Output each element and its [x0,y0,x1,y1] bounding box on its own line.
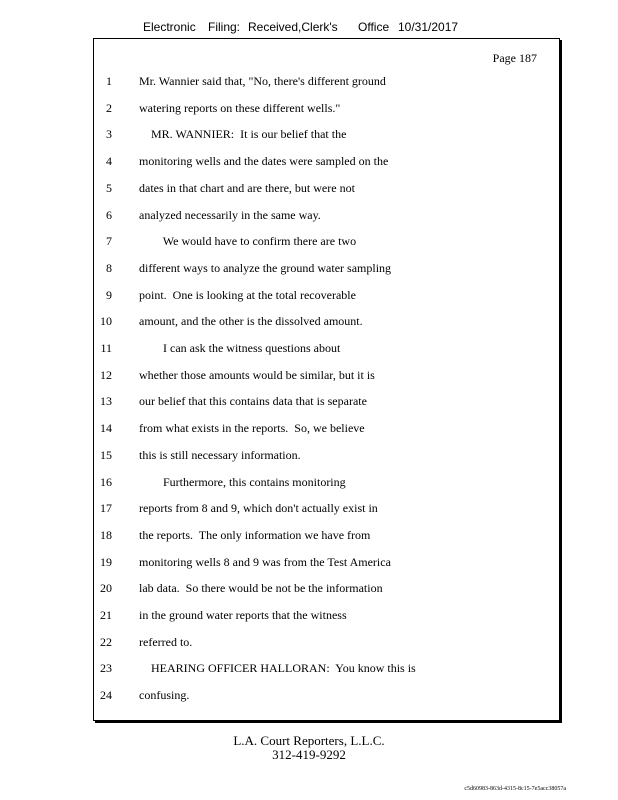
filing-date: 10/31/2017 [398,20,459,34]
line-text: analyzed necessarily in the same way. [139,207,321,222]
transcript-line [94,608,559,626]
line-text: dates in that chart and are there, but were not [139,180,355,195]
line-number: 5 [106,180,112,195]
line-text: lab data. So there would be not be the information [139,581,383,596]
footer-phone: 312-419-9292 [272,747,346,762]
line-number: 19 [100,554,112,569]
line-text: I can ask the witness questions about [139,341,341,355]
filing-received: Received,Clerk's [248,20,338,34]
line-text: our belief that this contains data that is separate [139,394,367,409]
line-number: 11 [100,341,112,355]
transcript-line [94,341,559,359]
line-number: 20 [100,581,112,596]
transcript-line [94,394,559,412]
line-text: amount, and the other is the dissolved amount. [139,314,363,329]
transcript-line [94,421,559,439]
line-text: in the ground water reports that the witness [139,608,347,622]
footer-company: L.A. Court Reporters, L.L.C. [233,733,385,748]
line-number: 4 [106,154,112,169]
transcript-line [94,101,559,119]
line-text: MR. WANNIER: It is our belief that the [139,127,347,142]
transcript-line [94,74,559,92]
line-number: 15 [100,447,112,462]
page-number: Page 187 [492,51,537,65]
transcript-line [94,501,559,519]
line-number: 24 [100,688,112,703]
filing-office: Office [358,20,390,34]
line-text: this is still necessary information. [139,447,301,462]
line-number: 7 [106,234,112,249]
transcript-line [94,261,559,279]
line-text: Furthermore, this contains monitoring [139,474,346,489]
document-hash: c5d60983-863d-4315-8c15-7e5acc38057a [464,786,566,792]
transcript-line [94,234,559,252]
transcript-line [94,448,559,466]
transcript-line [94,688,559,706]
line-number: 12 [100,367,112,382]
line-number: 13 [100,394,112,409]
line-text: point. One is looking at the total recoverable [139,287,356,302]
line-number: 1 [106,74,112,88]
transcript-line [94,154,559,172]
line-number: 17 [100,501,112,516]
transcript-line [94,314,559,332]
transcript-line [94,661,559,679]
transcript-line [94,475,559,493]
transcript-line [94,127,559,145]
transcript-line [94,581,559,599]
line-text: watering reports on these different wells." [139,100,341,115]
transcript-line [94,368,559,386]
line-number: 21 [100,608,112,622]
transcript-page [93,38,560,721]
line-number: 16 [100,474,112,489]
transcript-line [94,181,559,199]
transcript-line [94,288,559,306]
line-text: reports from 8 and 9, which don't actually exist in [139,501,378,516]
line-number: 2 [106,100,112,115]
transcript-line [94,635,559,653]
line-number: 6 [106,207,112,222]
line-text: whether those amounts would be similar, but it is [139,367,375,382]
line-text: from what exists in the reports. So, we believe [139,421,365,436]
line-text: Mr. Wannier said that, "No, there's different ground [139,74,386,88]
line-number: 8 [106,260,112,275]
line-text: monitoring wells 8 and 9 was from the Test America [139,554,391,569]
line-number: 14 [100,421,112,436]
line-text: the reports. The only information we have from [139,527,371,542]
filing-electronic: Electronic [143,20,196,34]
transcript-line [94,208,559,226]
line-text: monitoring wells and the dates were sampled on the [139,154,389,169]
line-number: 18 [100,527,112,542]
transcript-line [94,555,559,573]
line-number: 23 [100,661,112,676]
line-text: We would have to confirm there are two [139,234,357,249]
line-text: HEARING OFFICER HALLORAN: You know this is [139,661,416,676]
line-text: referred to. [139,634,193,649]
line-text: different ways to analyze the ground water sampling [139,260,392,275]
line-text: confusing. [139,688,190,703]
line-number: 10 [100,314,112,329]
line-number: 22 [100,634,112,649]
filing-filing: Filing: [208,20,241,34]
line-number: 9 [106,287,112,302]
line-number: 3 [106,127,112,142]
filing-header [0,20,618,36]
transcript-line [94,528,559,546]
